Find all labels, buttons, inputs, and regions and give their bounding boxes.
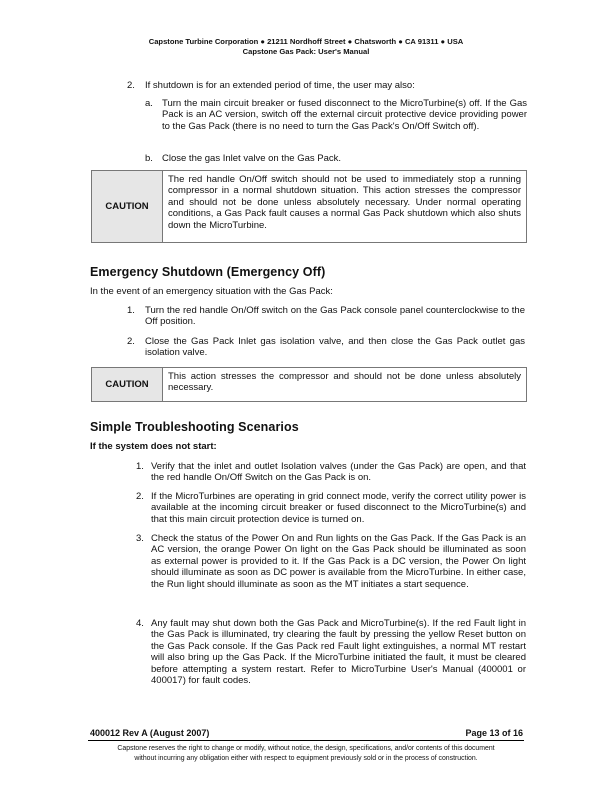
list-item-number: 4. [136,618,144,629]
list-item-number: 2. [136,491,144,502]
footer-disclaimer-line2: without incurring any obligation either with respect to equipment previously sold or in the process of construction. [134,755,478,762]
list-item-number: 3. [136,533,144,544]
section-intro: In the event of an emergency situation with the Gas Pack: [90,286,333,297]
list-item-text: Check the status of the Power On and Run lights on the Gas Pack. If the Gas Pack is an AC version, the orange Power On light on the Gas Pack should be illuminated as soon as external power is provided to it. If the Gas Pack is a DC version, the Power On light should illuminate as soon as DC power is available from the MicroTurbine. In either case, the Run light should illuminate as soon as the MT initiates a start sequence. [151,533,526,590]
footer-disclaimer [0,744,612,764]
list-item-text: Close the Gas Pack Inlet gas isolation valve, and then close the Gas Pack outlet gas isolation valve. [145,336,525,359]
section-heading-troubleshooting: Simple Troubleshooting Scenarios [90,420,299,434]
list-item-text: Turn the red handle On/Off switch on the Gas Pack console panel counterclockwise to the Off position. [145,305,525,328]
sublist-item-text: Close the gas Inlet valve on the Gas Pack. [162,153,342,164]
header-address: Capstone Turbine Corporation ● 21211 Nordhoff Street ● Chatsworth ● CA 91311 ● USA [148,37,464,46]
footer-divider [88,740,524,741]
caution-text: The red handle On/Off switch should not be used to immediately stop a running compressor in a normal shutdown situation. This action stresses the compressor and should not be done unless absolutely necessary. Under normal operating conditions, a Gas Pack fault causes a normal Gas Pack shutdown which also shuts down the MicroTurbine. [168,174,521,231]
caution-box [91,170,527,243]
caution-label: CAUTION [92,368,163,401]
page-header [0,37,612,57]
list-item-text: If shutdown is for an extended period of time, the user may also: [145,80,415,91]
list-item-number: 2. [127,80,135,91]
sublist-item-letter: a. [145,98,153,109]
list-item-number: 1. [136,461,144,472]
list-item-text: Any fault may shut down both the Gas Pack and MicroTurbine(s). If the red Fault light in the Gas Pack is illuminated, try clearing the fault by pressing the yellow Reset button on the Gas Pack console. If the Gas Pack red Fault light extinguishes, a normal MT restart will also bring up the Gas Pack. If the MicroTurbine initiated the fault, it must be cleared before attempting a system restart. Refer to MicroTurbine User's Manual (400001 or 400017) for fault codes. [151,618,526,687]
list-item-text: Verify that the inlet and outlet Isolation valves (under the Gas Pack) are open, and that the red handle On/Off Switch on the Gas Pack is on. [151,461,526,484]
list-item-number: 2. [127,336,135,347]
sublist-item-letter: b. [145,153,153,164]
list-item-text: If the MicroTurbines are operating in grid connect mode, verify the correct utility power is available at the incoming circuit breaker or fused disconnect to the MicroTurbine(s) and that this main circuit protection device is turned on. [151,491,526,525]
footer-page-number: Page 13 of 16 [465,728,523,738]
list-item-number: 1. [127,305,135,316]
footer-disclaimer-line1: Capstone reserves the right to change or modify, without notice, the design, specifications, and/or contents of this document [117,745,495,752]
section-heading-emergency: Emergency Shutdown (Emergency Off) [90,265,326,279]
header-manual-title: Capstone Gas Pack: User's Manual [242,47,370,56]
footer-doc-revision: 400012 Rev A (August 2007) [90,728,210,738]
sublist-item-text: Turn the main circuit breaker or fused disconnect to the MicroTurbine(s) off. If the Gas Pack is an AC version, switch off the external circuit protective device providing power to the Gas Pack (there is no need to turn the Gas Pack's On/Off Switch off). [162,98,527,132]
caution-box [91,367,527,402]
caution-label: CAUTION [92,171,163,242]
section-subheading: If the system does not start: [90,441,217,452]
caution-text: This action stresses the compressor and should not be done unless absolutely necessary. [168,371,521,394]
